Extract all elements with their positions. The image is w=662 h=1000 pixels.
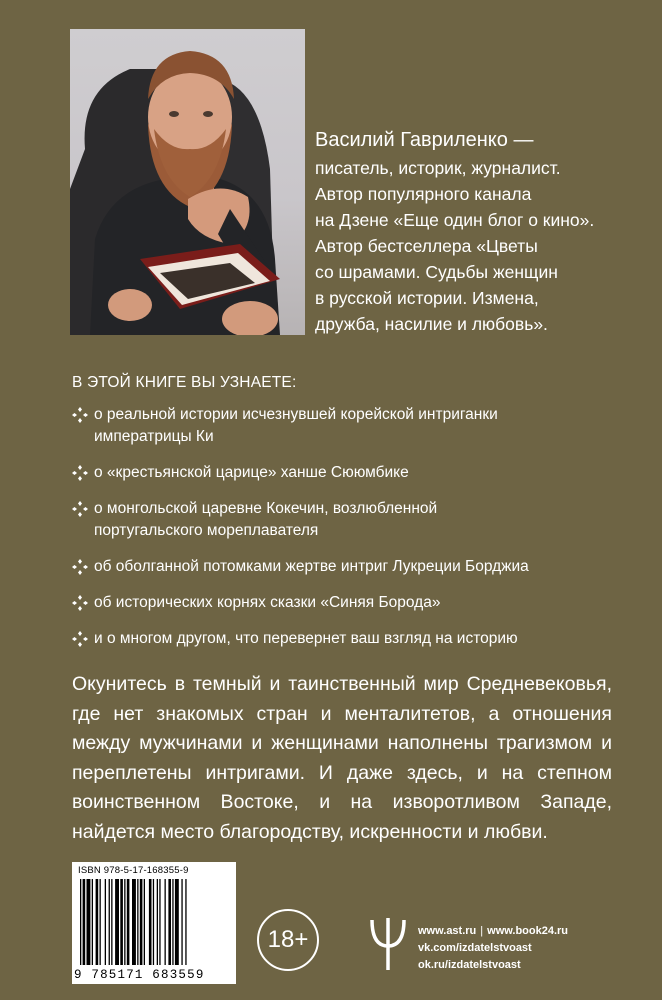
author-photo [70,29,305,335]
list-item [72,592,632,614]
learn-list [72,404,632,664]
four-diamond-bullet-icon [72,465,88,481]
barcode-bar [140,879,143,965]
list-item-text: португальского мореплавателя [94,522,319,539]
barcode-bar [105,879,106,965]
link-vk[interactable]: vk.com/izdatelstvoast [418,942,532,954]
four-diamond-bullet-icon [72,407,88,423]
list-item-text: императрицы Ки [94,428,214,445]
barcode-bar [83,879,86,965]
barcode-bar [92,879,93,965]
barcode-bar [111,879,112,965]
link-ast[interactable]: www.ast.ru [418,925,477,937]
bio-line: Автор бестселлера «Цветы [315,236,538,256]
barcode-bar [181,879,182,965]
list-item [72,462,632,484]
barcode-bar [124,879,125,965]
bio-line: Автор популярного канала [315,184,532,204]
list-item-text: и о многом другом, что перевернет ваш взгляд на историю [94,630,518,647]
barcode-bar [137,879,138,965]
bio-line: со шрамами. Судьбы женщин [315,262,558,282]
barcode-bar [115,879,119,965]
list-item-text: о монгольской царевне Кокечин, возлюбленной [94,500,438,517]
barcode-bar [109,879,110,965]
isbn-barcode [72,862,236,984]
bio-line: писатель, историк, журналист. [315,158,561,178]
book-blurb: Окунитесь в темный и таинственный мир Средневековья, где нет знакомых стран и менталитетов, а отношения между мужчинами и женщинами наполнены трагизмом и переплетены интригами. И даже здесь, и на степном воинственном Востоке, и на изворотливом Западе, найдется место благородству, искренности и любви. [72,673,612,843]
link-ok[interactable]: ok.ru/izdatelstvoast [418,959,521,971]
bio-line: на Дзене «Еще один блог о кино». [315,210,595,230]
learn-heading: В ЭТОЙ КНИГЕ ВЫ УЗНАЕТЕ: [72,374,297,391]
barcode-bar [127,879,130,965]
barcode-bar [80,879,81,965]
author-bio [315,127,645,337]
barcode-bar [168,879,171,965]
barcode-bar [153,879,154,965]
list-item-text: о реальной истории исчезнувшей корейской интриганки [94,406,498,423]
link-book24[interactable]: www.book24.ru [487,925,569,937]
bio-line: в русской истории. Измена, [315,288,539,308]
age-rating-badge: 18+ [257,909,319,971]
barcode-bars [78,879,230,965]
publisher-links [418,923,568,974]
barcode-bar [120,879,123,965]
list-item [72,628,632,650]
list-item-text: об оболганной потомками жертве интриг Лукреции Борджиа [94,558,529,575]
link-separator: | [480,925,484,937]
barcode-bar [132,879,136,965]
list-item-text: о «крестьянской царице» ханше Сююмбике [94,464,409,481]
list-item [72,404,632,448]
publisher-logo-icon [368,912,408,972]
barcode-bar [185,879,186,965]
isbn-label: ISBN 978-5-17-168355-9 [78,865,189,876]
bio-line: дружба, насилие и любовь». [315,314,548,334]
barcode-bar [149,879,152,965]
list-item-text: об исторических корнях сказки «Синяя Борода» [94,594,441,611]
author-portrait-illustration [70,29,305,335]
four-diamond-bullet-icon [72,631,88,647]
list-item [72,498,632,542]
barcode-bar [87,879,91,965]
barcode-bar [172,879,173,965]
list-item [72,556,632,578]
barcode-bar [175,879,179,965]
barcode-bar [96,879,99,965]
barcode-bar [165,879,166,965]
four-diamond-bullet-icon [72,559,88,575]
four-diamond-bullet-icon [72,595,88,611]
barcode-bar [157,879,158,965]
barcode-bar [159,879,160,965]
four-diamond-bullet-icon [72,501,88,517]
barcode-bar [144,879,145,965]
barcode-bar [100,879,101,965]
barcode-digits: 9 785171 683559 [74,968,205,982]
author-name: Василий Гавриленко — [315,129,534,151]
